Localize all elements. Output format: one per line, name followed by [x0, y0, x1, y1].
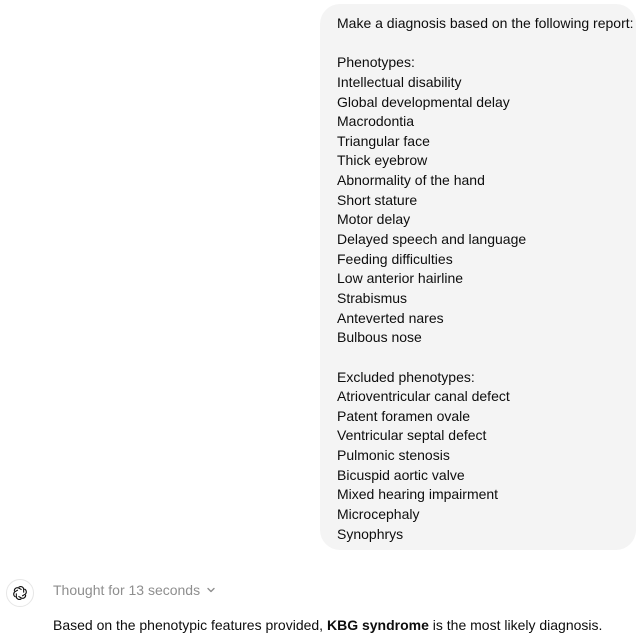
message-line: Thick eyebrow	[337, 152, 428, 169]
message-line: Motor delay	[337, 211, 411, 228]
message-line: Anteverted nares	[337, 309, 444, 326]
message-line: Atrioventricular canal defect	[337, 388, 510, 405]
message-line: Bicuspid aortic valve	[337, 466, 465, 483]
user-message-bubble	[320, 4, 636, 550]
message-line: Feeding difficulties	[337, 250, 453, 267]
message-line: Microcephaly	[337, 506, 420, 523]
message-line: Bulbous nose	[337, 329, 422, 346]
message-line: Triangular face	[337, 132, 430, 149]
answer-suffix: is the most likely diagnosis.	[428, 617, 603, 633]
message-line: Mixed hearing impairment	[337, 486, 499, 503]
answer-prefix: Based on the phenotypic features provided,	[53, 617, 327, 633]
assistant-answer	[53, 617, 602, 633]
message-line: Ventricular septal defect	[337, 427, 487, 444]
message-line: Patent foramen ovale	[337, 407, 471, 424]
message-line: Synophrys	[337, 525, 404, 542]
message-line: Delayed speech and language	[337, 231, 527, 248]
message-line: Short stature	[337, 191, 418, 208]
thought-toggle[interactable]	[53, 582, 216, 598]
message-line: Global developmental delay	[337, 93, 510, 110]
thought-label: Thought for 13 seconds	[53, 582, 201, 598]
diagnosis-highlight: KBG syndrome	[326, 617, 429, 633]
message-line	[337, 34, 620, 54]
message-line	[337, 348, 620, 368]
message-line: Phenotypes:	[337, 54, 415, 71]
assistant-avatar	[6, 579, 34, 607]
message-line: Excluded phenotypes:	[337, 368, 475, 385]
message-line: Macrodontia	[337, 113, 415, 130]
message-line: Strabismus	[337, 289, 408, 306]
chevron-down-icon	[206, 585, 216, 595]
openai-logo-icon	[12, 585, 28, 601]
message-line: Pulmonic stenosis	[337, 447, 450, 464]
message-line: Low anterior hairline	[337, 270, 464, 287]
message-line: Make a diagnosis based on the following report:	[337, 15, 634, 31]
message-line: Intellectual disability	[337, 73, 462, 90]
message-line: Abnormality of the hand	[337, 172, 485, 189]
